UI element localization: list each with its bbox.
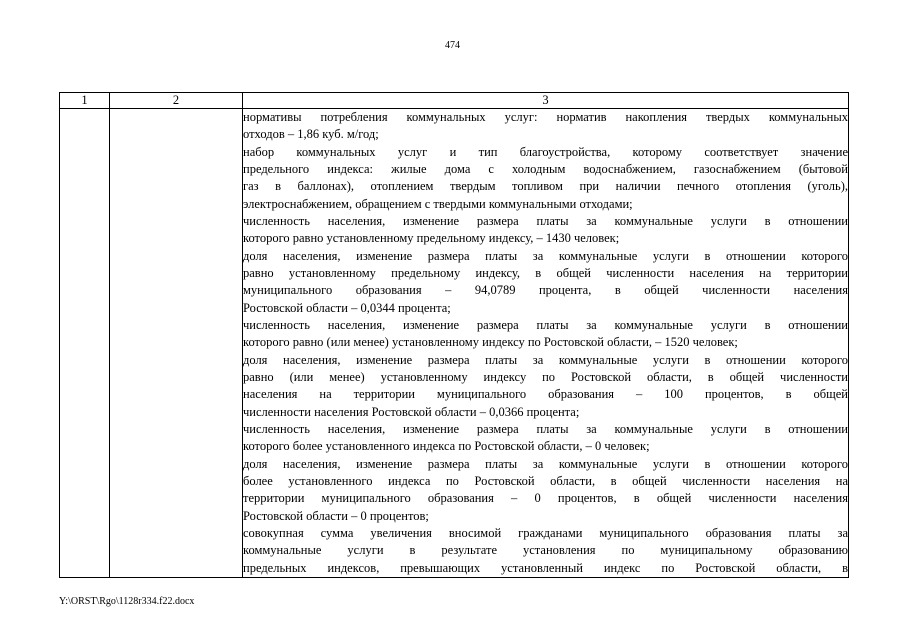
text-line: доля населения, изменение размера платы за коммунальные услуги в отношении которого bbox=[243, 456, 848, 471]
text-line: Ростовской области – 0 процентов; bbox=[243, 508, 429, 523]
text-line: нормативы потребления коммунальных услуг: норматив накопления твердых коммунальных bbox=[243, 110, 848, 124]
text-line: численность населения, изменение размера платы за коммунальные услуги в отношении bbox=[243, 317, 848, 332]
text-line: отходов – 1,86 куб. м/год; bbox=[243, 127, 379, 142]
text-line: электроснабжением, обращением с твердыми коммунальными отходами; bbox=[243, 196, 633, 211]
column-header-1: 1 bbox=[60, 93, 110, 109]
text-line: совокупная сумма увеличения вносимой гражданами муниципального образования платы за bbox=[243, 525, 848, 540]
text-line: Ростовской области – 0,0344 процента; bbox=[243, 300, 451, 315]
text-line: предельного индекса: жилые дома с холодным водоснабжением, газоснабжением (бытовой bbox=[243, 161, 848, 176]
text-line: численности населения Ростовской области – 0,0366 процента; bbox=[243, 404, 580, 419]
text-line: которого равно (или менее) установленному индексу по Ростовской области, – 1520 человек; bbox=[243, 335, 738, 350]
column-header-2: 2 bbox=[110, 93, 243, 109]
table-cell-col1 bbox=[60, 109, 110, 578]
text-line: равно (или менее) установленному индексу по Ростовской области, в общей численности bbox=[243, 369, 848, 384]
text-line: территории муниципального образования – 0 процентов, в общей численности населения bbox=[243, 491, 848, 506]
text-line: доля населения, изменение размера платы за коммунальные услуги в отношении которого bbox=[243, 352, 848, 367]
text-line: равно установленному предельному индексу, в общей численности населения на территории bbox=[243, 265, 848, 280]
document-table bbox=[59, 92, 849, 578]
text-line: численность населения, изменение размера платы за коммунальные услуги в отношении bbox=[243, 421, 848, 436]
text-line: предельных индексов, превышающих установленный индекс по Ростовской области, в bbox=[243, 560, 848, 575]
footer-file-path: Y:\ORST\Rgo\1128r334.f22.docx bbox=[59, 596, 195, 607]
table-row bbox=[60, 109, 849, 578]
text-line: более установленного индекса по Ростовской области, в общей численности населения на bbox=[243, 473, 848, 488]
table-header-row bbox=[60, 93, 849, 109]
text-line: доля населения, изменение размера платы за коммунальные услуги в отношении которого bbox=[243, 248, 848, 263]
column-header-3: 3 bbox=[243, 93, 849, 109]
text-line: муниципального образования – 94,0789 процента, в общей численности населения bbox=[243, 283, 848, 298]
text-line: которого более установленного индекса по Ростовской области, – 0 человек; bbox=[243, 439, 650, 454]
page-number: 474 bbox=[445, 40, 460, 51]
text-line: набор коммунальных услуг и тип благоустройства, которому соответствует значение bbox=[243, 144, 848, 159]
text-line: коммунальные услуги в результате установления по муниципальному образованию bbox=[243, 543, 848, 558]
table-cell-col3 bbox=[243, 109, 849, 578]
text-line: которого равно установленному предельному индексу, – 1430 человек; bbox=[243, 231, 620, 246]
text-line: численность населения, изменение размера платы за коммунальные услуги в отношении bbox=[243, 213, 848, 228]
text-line: населения на территории муниципального образования – 100 процентов, в общей bbox=[243, 387, 848, 402]
table-cell-col2 bbox=[110, 109, 243, 578]
text-line: газ в баллонах), отоплением твердым топливом при наличии печного отопления (уголь), bbox=[243, 179, 848, 194]
content-lines bbox=[243, 109, 848, 577]
